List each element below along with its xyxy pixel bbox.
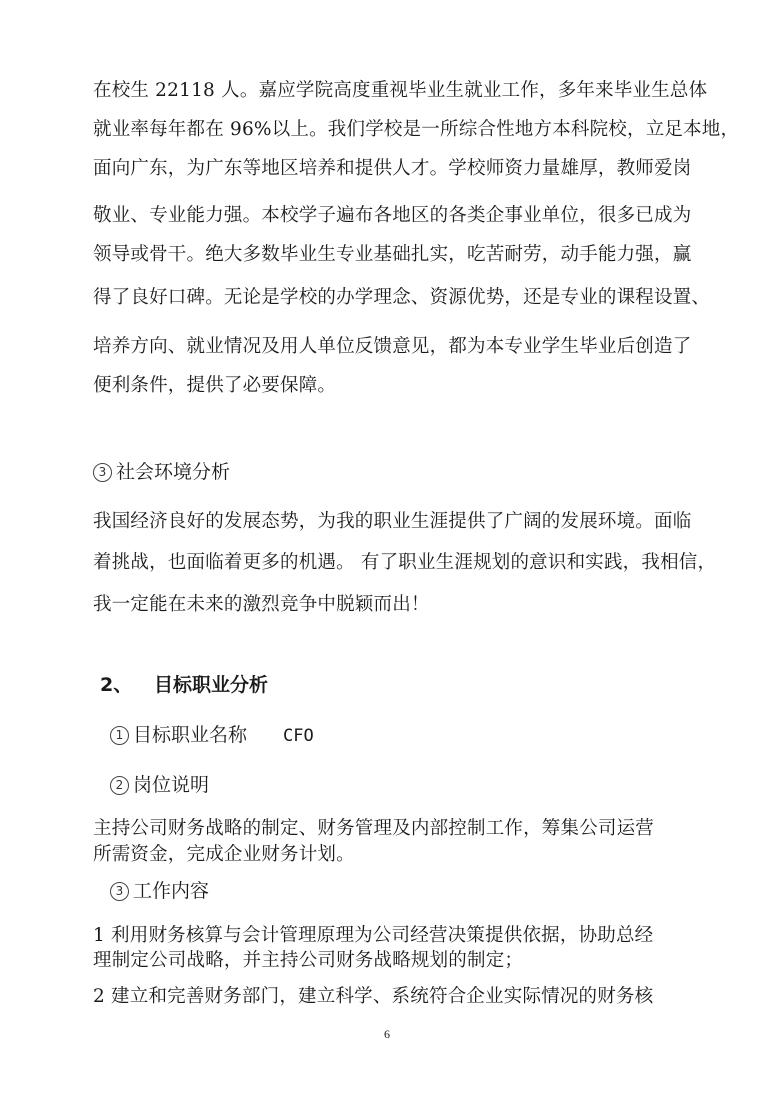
section-title: 目标职业分析 xyxy=(154,674,269,696)
paragraph-line: 主持公司财务战略的制定、财务管理及内部控制工作，筹集公司运营 xyxy=(93,818,655,839)
page-number: 6 xyxy=(384,1027,390,1041)
paragraph-line: 在校生 22118 人。嘉应学院高度重视毕业生就业工作，多年来毕业生总体 xyxy=(93,80,708,101)
paragraph-line: 敬业、专业能力强。本校学子遍布各地区的各类企事业单位，很多已成为 xyxy=(93,205,692,226)
paragraph-line: 1 利用财务核算与会计管理原理为公司经营决策提供依据，协助总经 xyxy=(93,925,654,946)
item-heading-work-content xyxy=(110,878,209,904)
paragraph-line: 培养方向、就业情况及用人单位反馈意见，都为本专业学生毕业后创造了 xyxy=(93,336,692,357)
section-title: 社会环境分析 xyxy=(116,461,231,483)
paragraph-line: 2 建立和完善财务部门，建立科学、系统符合企业实际情况的财务核 xyxy=(93,986,654,1007)
paragraph-line: 所需资金，完成企业财务计划。 xyxy=(93,844,355,865)
paragraph-line: 理制定公司战略，并主持公司财务战略规划的制定； xyxy=(93,950,524,971)
section-number: 2、 xyxy=(100,674,133,696)
item-heading-job-description xyxy=(110,772,209,798)
paragraph-line: 领导或骨干。绝大多数毕业生专业基础扎实，吃苦耐劳，动手能力强，赢 xyxy=(93,244,692,265)
circled-number-marker: 2 xyxy=(110,776,129,795)
paragraph-line: 我一定能在未来的激烈竞争中脱颖而出！ xyxy=(93,594,430,615)
paragraph-line: 便利条件，提供了必要保障。 xyxy=(93,375,337,396)
circled-number-marker: 1 xyxy=(110,726,129,745)
paragraph-line: 我国经济良好的发展态势，为我的职业生涯提供了广阔的发展环境。面临 xyxy=(93,511,692,532)
item-heading-career-name xyxy=(110,722,314,749)
paragraph-line: 得了良好口碑。无论是学校的办学理念、资源优势，还是专业的课程设置、 xyxy=(93,287,711,308)
circled-number-marker: 3 xyxy=(93,463,112,482)
section-heading-target-career xyxy=(100,672,268,698)
item-label: 工作内容 xyxy=(133,880,210,902)
section-heading-social xyxy=(93,459,230,485)
career-name-value: CFO xyxy=(283,726,314,746)
circled-number-marker: 3 xyxy=(110,882,129,901)
item-label: 目标职业名称 xyxy=(133,724,248,746)
paragraph-line: 就业率每年都在 96%以上。我们学校是一所综合性地方本科院校，立足本地， xyxy=(93,119,740,140)
paragraph-line: 面向广东，为广东等地区培养和提供人才。学校师资力量雄厚，教师爱岗 xyxy=(93,158,692,179)
paragraph-line: 着挑战，也面临着更多的机遇。 有了职业生涯规划的意识和实践，我相信， xyxy=(93,552,717,573)
item-label: 岗位说明 xyxy=(133,774,210,796)
